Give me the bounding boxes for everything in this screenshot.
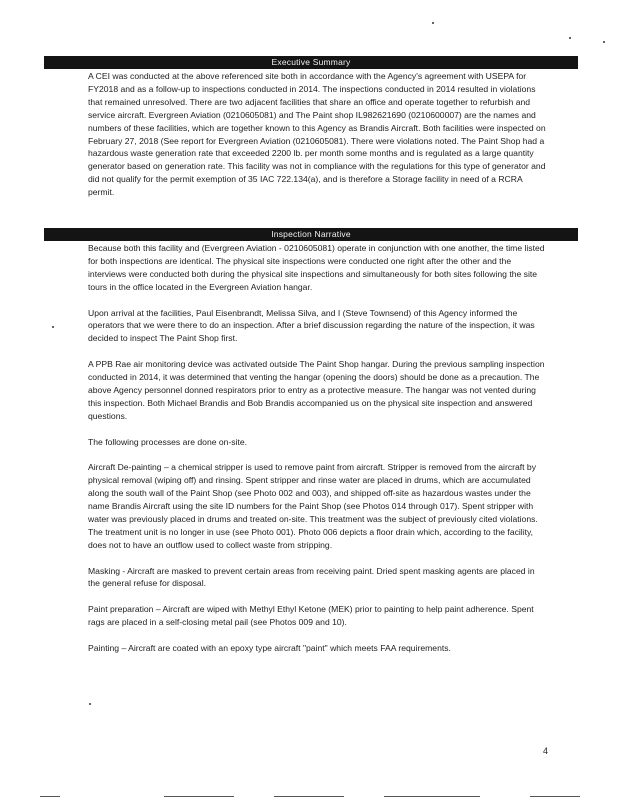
narrative-paragraph-3: A PPB Rae air monitoring device was activated outside The Paint Shop hangar. During the previous sampling inspection conducted in 2014, it was determined that venting the hangar (opening the doors) should be done as a precaution. The above Agency personnel donned respirators prior to entry as a protective measure. The hangar was not vented during this inspection. Both Michael Brandis and Bob Brandis accompanied us on the physical site inspection and answered questions.: [88, 359, 545, 421]
executive-summary-body: [88, 70, 546, 199]
narrative-paragraph-8: Painting – Aircraft are coated with an epoxy type aircraft "paint" which meets FAA requirements.: [88, 642, 451, 653]
scan-speck: [432, 22, 434, 24]
narrative-paragraph-6: Masking - Aircraft are masked to prevent certain areas from receiving paint. Dried spent masking agents are placed in the general refuse for disposal.: [88, 565, 535, 589]
scan-speck: [89, 703, 91, 705]
footer-rule: [40, 796, 60, 797]
narrative-paragraph-5: Aircraft De-painting – a chemical stripper is used to remove paint from aircraft. Stripper is removed from the aircraft by physical removal (wiping off) and rinsing. Spent stripper and rinse water are placed in drums, which are accumulated along the south wall of the Paint Shop (see Photo 002 and 003), and shipped off-site as hazardous wastes under the name Brandis Aircraft using the site ID numbers for the Paint Shop (see Photos 014 through 017). Spent stripper with water was previously placed in drums and treated on-site. This treatment was the subject of previously cited violations. The treatment unit is no longer in use (see Photo 001). Photo 006 depicts a floor drain which, according to the facility, does not to have an outflow used to collect waste from stripping.: [88, 462, 538, 550]
executive-summary-paragraph: A CEI was conducted at the above referenced site both in accordance with the Agency's agreement with USEPA for FY2018 and as a follow-up to inspections conducted in 2014. The inspections conducted in 2014 resulted in violations that remained unresolved. There are two adjacent facilities that share an office and operate together to refurbish and service aircraft. Evergreen Aviation (0210605081) and The Paint shop IL982621690 (0210600007) are the names and numbers of these facilities, which are together known to this Agency as Brandis Aircraft. Both facilities were inspected on February 27, 2018 (See report for Evergreen Aviation (0210605081). There were violations noted. The Paint Shop had a hazardous waste generation rate that exceeded 2200 lb. per month some months and is regulated as a large quantity generator based on generation rate. This facility was not in compliance with the regulations for this type of generator and did not qualify for the permit exemption of 35 IAC 722.134(a), and is therefore a Storage facility in need of a RCRA permit.: [88, 71, 546, 198]
footer-rule: [164, 796, 234, 797]
footer-rule: [530, 796, 580, 797]
narrative-paragraph-7: Paint preparation – Aircraft are wiped with Methyl Ethyl Ketone (MEK) prior to painting to help paint adherence. Spent rags are placed in a self-closing metal pail (see Photos 009 and 10).: [88, 604, 534, 628]
narrative-paragraph-2: Upon arrival at the facilities, Paul Eisenbrandt, Melissa Silva, and I (Steve Townsend) of this Agency informed the operators that we were there to do an inspection. After a brief discussion regarding the nature of the inspection, it was decided to inspect The Paint Shop first.: [88, 307, 535, 344]
narrative-paragraph-1: Because both this facility and (Evergreen Aviation - 0210605081) operate in conjunction with one another, the time listed for both inspections are identical. The physical site inspections were conducted one right after the other and the interviews were conducted both during the physical site inspections and simultaneously for both sites following the site tours in the office located in the Evergreen Aviation hangar.: [88, 243, 545, 292]
footer-rule: [384, 796, 480, 797]
executive-summary-heading: Executive Summary: [44, 56, 578, 69]
scan-speck: [603, 41, 605, 43]
page-number: 4: [543, 746, 549, 756]
footer-rule: [274, 796, 344, 797]
narrative-paragraph-4: The following processes are done on-site.: [88, 436, 248, 447]
scan-speck: [569, 37, 571, 39]
inspection-narrative-heading: Inspection Narrative: [44, 228, 578, 241]
scan-speck: [52, 326, 54, 328]
inspection-narrative-body: [88, 242, 546, 655]
